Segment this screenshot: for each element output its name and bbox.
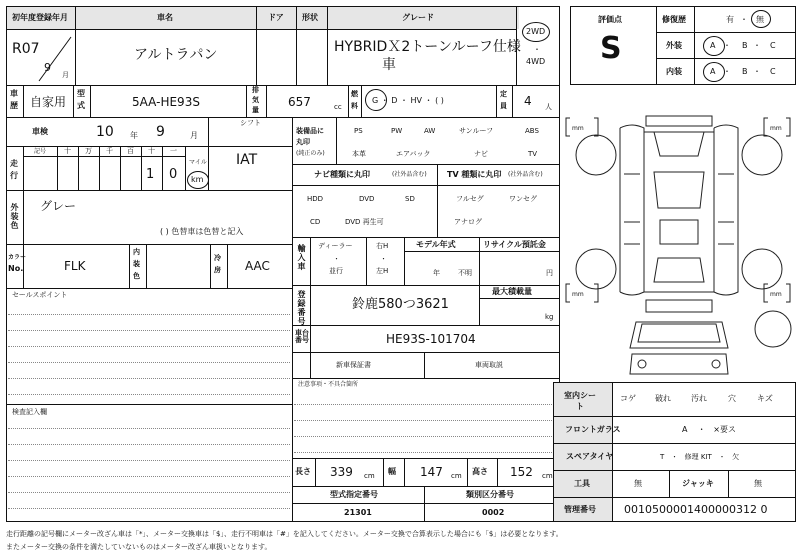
repair-label: 修復歴 (662, 15, 686, 24)
inspector-lines (8, 418, 290, 520)
height-label: 高さ (472, 467, 488, 476)
room-item-5: キズ (757, 394, 773, 403)
interior-sep-2: ・ (753, 67, 761, 76)
width-value: 147 (420, 465, 443, 479)
cap-label-2: 員 (500, 102, 507, 110)
car-name-label: 車名 (157, 13, 173, 22)
recycle-unit: 円 (546, 269, 553, 277)
windshield-opts: A ・ ×要ス (682, 425, 736, 434)
aircon-label-2: 房 (214, 266, 221, 274)
length-unit: cm (364, 472, 375, 480)
fuel-options: G ・ D ・ HV ・ ( ) (372, 96, 444, 105)
equip-abs: ABS (525, 127, 539, 135)
repair-sep: ・ (740, 15, 748, 24)
inspection-year-unit: 年 (130, 131, 138, 140)
mileage-symbol-label: 記号 (34, 148, 47, 155)
interior-sep-1: ・ (723, 67, 731, 76)
type-designation-label: 型式指定番号 (330, 490, 378, 499)
usage-value: 自家用 (30, 95, 67, 109)
equip-ps: PS (354, 127, 363, 135)
equip-navi: ナビ (474, 150, 488, 158)
equip-airbag: エアバック (396, 150, 431, 158)
interior-b: B (742, 67, 748, 76)
chassis-label: 車台番号 (295, 329, 309, 344)
color-value: グレー (40, 199, 77, 213)
year-month: 9 (44, 61, 51, 74)
model-year-label: モデル年式 (416, 240, 456, 249)
usage-label-2: 歴 (10, 101, 18, 110)
repair-yes: 有 (726, 15, 734, 24)
model-year-unit: 年 (433, 269, 440, 277)
equip-leather: 本革 (352, 150, 366, 158)
mm-label-rl: mm (572, 291, 584, 298)
mileage-digit-label-6: 一 (170, 147, 177, 155)
type-label-2: 式 (77, 101, 85, 110)
color-note: ( ) 色替車は色替と記入 (160, 227, 244, 236)
length-value: 339 (330, 465, 353, 479)
management-label: 管理番号 (564, 505, 596, 514)
manual-label: 車両取説 (475, 361, 503, 369)
equip-pw: PW (391, 127, 403, 135)
room-item-3: 汚れ (691, 394, 707, 403)
sales-point-lines (8, 302, 290, 402)
equipment-label-3: (純正のみ) (296, 150, 325, 157)
header-band (7, 7, 519, 29)
import-sep-2: ・ (380, 255, 387, 263)
navi-sd: SD (405, 195, 415, 203)
spare-tire-opts: T ・ 修理 KIT ・ 欠 (660, 453, 740, 461)
inspection-label: 車検 (32, 127, 48, 136)
interior-color-label-1: 内 (133, 248, 140, 256)
mileage-digit-label-5: 十 (148, 147, 155, 155)
repair-no: 無 (756, 15, 764, 24)
disp-label-3: 量 (252, 106, 259, 114)
navi-hdd: HDD (307, 195, 324, 203)
footer-line-1: 走行距離の記号欄にメーター改ざん車は「*」、メーター交換車は「$」、走行不明車は「#」を記入してください。メーター交換で合算表示した場合にも「$」は必要となります。 (6, 530, 563, 538)
year-month-unit: 月 (62, 71, 69, 79)
tv-oneseg: ワンセグ (509, 195, 537, 203)
width-label: 幅 (388, 467, 396, 476)
navi-cd: CD (310, 218, 321, 226)
mileage-mile-label: マイル (189, 159, 207, 166)
registration-label: 登録番号 (297, 290, 306, 326)
registration-value: 鈴鹿580つ3621 (352, 297, 449, 312)
color-no-label-1: カラー (8, 254, 27, 261)
jack-label: ジャッキ (682, 479, 714, 488)
chassis-value: HE93S-101704 (386, 332, 476, 346)
import-label: 輸入車 (297, 244, 306, 271)
grade-line1: HYBRIDＸ2トーンルーフ仕様 (334, 39, 521, 55)
disp-value: 657 (288, 95, 311, 109)
equipment-label-1: 装備品に (296, 127, 324, 135)
exterior-c: C (770, 41, 776, 50)
jack-value: 無 (754, 479, 762, 488)
navi-sub: (社外品含む) (392, 171, 427, 178)
mileage-digit-label-2: 万 (85, 147, 92, 155)
management-value: 0010500001400000312 0 (624, 503, 768, 516)
tv-fullseg: フルセグ (456, 195, 484, 203)
height-unit: cm (542, 472, 553, 480)
room-item-1: コゲ (620, 394, 636, 403)
color-no-label-2: No. (8, 264, 24, 273)
tools-value: 無 (634, 479, 642, 488)
tv-sub: (社外品含む) (508, 171, 543, 178)
inspector-label: 検査記入欄 (12, 408, 47, 416)
equip-aw: AW (424, 127, 436, 135)
width-unit: cm (451, 472, 462, 480)
room-label: 室内シート (564, 391, 596, 412)
color-no-value: FLK (64, 259, 86, 273)
interior-label: 内装 (666, 67, 682, 76)
door-label: ドア (268, 13, 284, 22)
max-load-unit: kg (545, 313, 554, 321)
import-sep-1: ・ (333, 255, 340, 263)
mm-label-fr: mm (770, 125, 782, 132)
mileage-digit-label-3: 千 (106, 147, 113, 155)
navi-label: ナビ種類に丸印 (314, 170, 370, 179)
exterior-sep-1: ・ (723, 41, 731, 50)
drive-2wd: 2WD (526, 27, 546, 36)
interior-color-label-2: 装 (133, 260, 140, 268)
tv-analog: アナログ (454, 218, 482, 226)
type-label-1: 型 (77, 89, 85, 98)
shift-value: IAT (236, 152, 258, 168)
interior-a: A (710, 67, 716, 76)
class-number-label: 類別区分番号 (466, 490, 514, 499)
navi-dvd: DVD (359, 195, 375, 203)
type-value: 5AA-HE93S (132, 95, 200, 109)
mm-label-rr: mm (770, 291, 782, 298)
shift-label: シフト (240, 119, 261, 127)
disp-unit: cc (334, 103, 342, 111)
cap-unit: 人 (545, 103, 552, 111)
inspection-year: 10 (96, 124, 114, 140)
spare-tire-label: スペアタイヤ (566, 452, 614, 461)
color-label: 外装色 (10, 203, 19, 230)
import-right: 右H (376, 242, 389, 250)
mileage-label-1: 走 (10, 159, 18, 168)
exterior-a: A (710, 41, 716, 50)
mileage-label-2: 行 (10, 171, 18, 180)
interior-color-label-3: 色 (133, 272, 140, 280)
car-name-value: アルトラパン (134, 47, 218, 63)
usage-label-1: 車 (10, 89, 18, 98)
room-item-2: 破れ (655, 394, 671, 403)
import-dealer: ディーラー (318, 242, 353, 250)
max-load-label: 最大積載量 (492, 287, 532, 296)
mileage-digit-5: 1 (146, 167, 155, 182)
exterior-b: B (742, 41, 748, 50)
grade-line2: 車 (382, 57, 396, 73)
sales-point-label: セールスポイント (12, 291, 68, 299)
disp-label-2: 気 (252, 96, 259, 104)
score-value: S (600, 31, 622, 66)
inspection-month: 9 (156, 124, 165, 140)
model-year-unknown: 不明 (458, 269, 472, 277)
height-value: 152 (510, 465, 533, 479)
navi-dvd-play: DVD 再生可 (345, 218, 384, 226)
exterior-label: 外装 (666, 41, 682, 50)
drive-4wd: 4WD (526, 57, 546, 66)
exterior-sep-2: ・ (753, 41, 761, 50)
interior-c: C (770, 67, 776, 76)
mileage-digit-6: 0 (169, 167, 178, 182)
windshield-label: フロントガラス (565, 425, 621, 434)
equip-tv: TV (528, 150, 538, 158)
import-parallel: 並行 (329, 267, 343, 275)
score-label: 評価点 (598, 15, 622, 24)
aircon-value: AAC (245, 259, 270, 273)
footer-line-2: またメーター交換の条件を満たしていないものはメーター改ざん車扱いとなります。 (6, 543, 272, 551)
year-label: 初年度登録年月 (12, 13, 68, 22)
inspection-month-unit: 月 (190, 131, 198, 140)
cap-value: 4 (524, 94, 532, 108)
car-damage-diagram (562, 112, 798, 380)
shape-label: 形状 (302, 13, 318, 22)
recycle-label: リサイクル預託金 (483, 240, 546, 249)
fuel-label-2: 料 (351, 102, 358, 110)
room-item-4: 穴 (728, 394, 736, 403)
notes-lines (294, 392, 558, 456)
tools-label: 工具 (574, 479, 590, 488)
import-left: 左H (376, 267, 389, 275)
length-label: 長さ (295, 467, 311, 476)
year-diagonal (35, 35, 75, 83)
year-era: R07 (12, 41, 40, 57)
notes-label: 注意事項・不具合箇所 (298, 381, 359, 388)
type-designation-value: 21301 (344, 508, 372, 517)
grade-label: グレード (402, 13, 434, 22)
drive-dot: ・ (533, 45, 541, 54)
cap-label-1: 定 (500, 90, 507, 98)
disp-label-1: 排 (252, 86, 259, 94)
warranty-label: 新車保証書 (336, 361, 371, 369)
tv-label: TV 種類に丸印 (447, 170, 502, 179)
mileage-km: km (191, 175, 204, 184)
mm-label-fl: mm (572, 125, 584, 132)
equip-sunroof: サンルーフ (459, 127, 494, 135)
mileage-digit-label-1: 十 (64, 147, 71, 155)
mileage-digit-label-4: 百 (127, 147, 134, 155)
aircon-label-1: 冷 (214, 254, 221, 262)
fuel-label-1: 燃 (351, 90, 358, 98)
class-number-value: 0002 (482, 508, 505, 517)
equipment-label-2: 丸印 (296, 138, 310, 146)
